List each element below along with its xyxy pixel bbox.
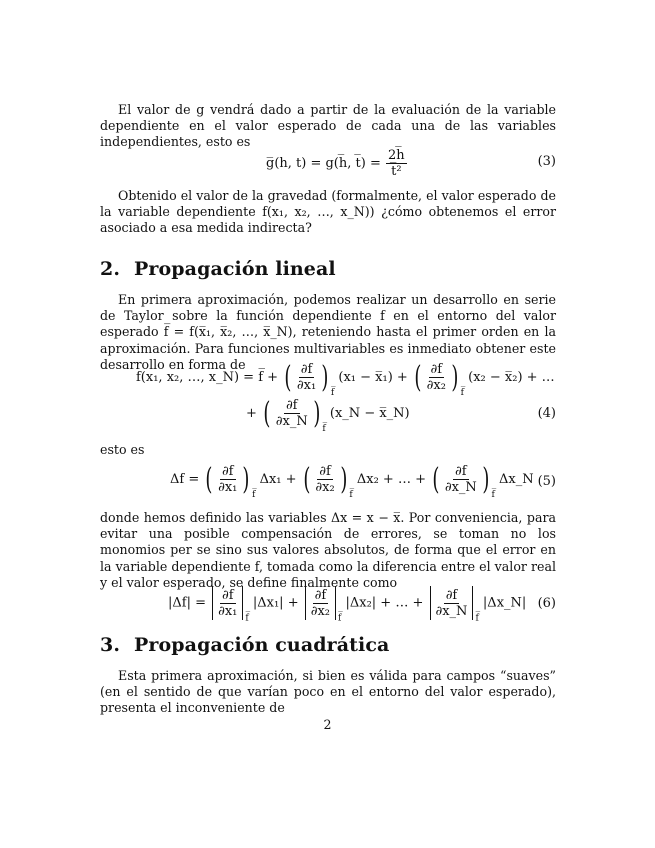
paragraph-text: Esta primera aproximación, si bien es válida para campos “suaves” (en el sentido de que varían poco en el entorno del valor esperado), presenta el inconveniente de <box>100 668 556 716</box>
partial-denominator: ∂x₂ <box>315 480 335 495</box>
partial-numerator: ∂f <box>455 464 467 479</box>
fraction-denominator: t̅² <box>391 164 402 179</box>
evaluation-subscript: f̅ <box>475 613 479 624</box>
equation-term: Δx₁ + <box>259 472 297 487</box>
paragraph-quadratic <box>100 668 556 717</box>
paragraph-definition <box>100 510 556 591</box>
partial-denominator: ∂x_N <box>435 603 468 619</box>
equation-term: Δx₂ + … + <box>356 472 426 487</box>
equation-lhs: f(x₁, x₂, …, x_N) = f̅ + <box>136 370 279 385</box>
equation-term: |Δx₁| + <box>252 595 299 611</box>
section-title: Propagación lineal <box>134 258 336 280</box>
partial-denominator: ∂x₁ <box>218 603 238 619</box>
equation-term: |Δx_N| <box>482 595 527 611</box>
paragraph-text: El valor de g vendrá dado a partir de la evaluación de la variable dependiente en el valor esperado de cada una de las variables independientes, esto es <box>100 102 556 150</box>
paragraph-text: donde hemos definido las variables Δx = x − x̅. Por conveniencia, para evitar una posible compensación de errores, se toman no los monomios per se sino sus valores absolutos, de forma que el error en la variable dependiente f, tomada como la diferencia entre el valor real y el valor esperado, se define finalmente como <box>100 510 556 590</box>
equation-term: (x₂ − x̅₂) + … <box>468 370 555 385</box>
partial-numerator: ∂f <box>300 362 313 377</box>
equation-term: |Δx₂| + … + <box>345 595 424 611</box>
evaluation-subscript: f̅ <box>245 613 249 624</box>
equation-3 <box>100 146 556 186</box>
partial-denominator: ∂x₁ <box>296 378 317 393</box>
page-number: 2 <box>323 717 332 732</box>
evaluation-subscript: f̅ <box>338 613 342 624</box>
paragraph-question <box>100 188 556 237</box>
paragraph-intro <box>100 102 556 151</box>
equation-plus: + <box>246 406 257 421</box>
equation-4: f(x₁, x₂, …, x_N) = f̅ + ( $\frac{\partial f}{\text{∂x₁}}$ ) $_{f̅}$ (x₁ − x̅₁) + ( $\frac{\partial f}{\text{∂x₂}}$ ) $_{f̅}$ (x₂ − x̅₂) + … + ( $\frac{\partial f}{\partial x\_N}$ ) $_{f̅}$ (x_N − x̅_N) (4) <box>136 359 556 434</box>
partial-denominator: ∂x_N <box>275 414 308 429</box>
equation-number: (4) <box>537 406 556 421</box>
paragraph-esto-es <box>100 442 556 458</box>
paragraph-text: esto es <box>100 442 145 457</box>
section-number: 2. <box>100 258 121 280</box>
equation-number: (6) <box>537 596 556 611</box>
equation-lhs: g̅(h, t) = g(h̅, t̅) = <box>266 156 381 171</box>
equation-lhs: |Δf| = <box>168 595 206 611</box>
fraction-numerator: 2h̅ <box>387 148 405 163</box>
equation-5: Δf = ( $\frac{\partial f}{\text{∂x₁}}$ ) $_{f̅}$ Δx₁ + ( $\frac{\partial f}{\text{∂x₂}}$ ) $_{f̅}$ Δx₂ + … + ( $\frac{\partial f}{\partial x\_N}$ ) $_{f̅}$ Δx_N (5) <box>170 461 556 500</box>
section-heading-3 <box>100 634 389 656</box>
evaluation-subscript: f̅ <box>460 388 464 398</box>
partial-numerator: ∂f <box>221 464 234 479</box>
evaluation-subscript: f̅ <box>252 490 256 500</box>
evaluation-subscript: f̅ <box>322 424 326 434</box>
partial-denominator: ∂x₂ <box>310 603 330 619</box>
partial-numerator: ∂f <box>221 587 234 603</box>
section-number: 3. <box>100 634 121 656</box>
equation-term: Δx_N <box>498 472 534 487</box>
evaluation-subscript: f̅ <box>330 388 335 398</box>
partial-numerator: ∂f <box>430 362 443 377</box>
partial-denominator: ∂x_N <box>444 480 477 495</box>
equation-number: (5) <box>537 474 556 489</box>
partial-denominator: ∂x₂ <box>426 378 446 393</box>
partial-numerator: ∂f <box>285 398 298 413</box>
evaluation-subscript: f̅ <box>491 490 495 500</box>
partial-numerator: ∂f <box>319 464 331 479</box>
equation-6 <box>100 584 556 626</box>
section-title: Propagación cuadrática <box>134 634 390 656</box>
equation-term: (x_N − x̅_N) <box>329 406 410 421</box>
section-heading-2 <box>100 258 336 280</box>
paragraph-text: Obtenido el valor de la gravedad (formalmente, el valor esperado de la variable dependiente f(x₁, x₂, …, x_N)) ¿cómo obtenemos el error asociado a esa medida indirecta? <box>100 188 556 236</box>
equation-number: (3) <box>537 154 556 169</box>
evaluation-subscript: f̅ <box>349 490 353 500</box>
partial-numerator: ∂f <box>314 587 327 603</box>
partial-denominator: ∂x₁ <box>218 480 238 495</box>
equation-term: (x₁ − x̅₁) + <box>338 370 408 385</box>
partial-numerator: ∂f <box>445 587 458 603</box>
paragraph-text: En primera aproximación, podemos realizar un desarrollo en serie de Taylor sobre la función dependiente f en el entorno del valor esperado f̅ = f(x̅₁, x̅₂, …, x̅_N), reteniendo hasta el primer orden en la aproximación. Para funciones multivariables es inmediato obtener este desarrollo en forma de <box>100 292 556 372</box>
equation-lhs: Δf = <box>170 472 200 487</box>
